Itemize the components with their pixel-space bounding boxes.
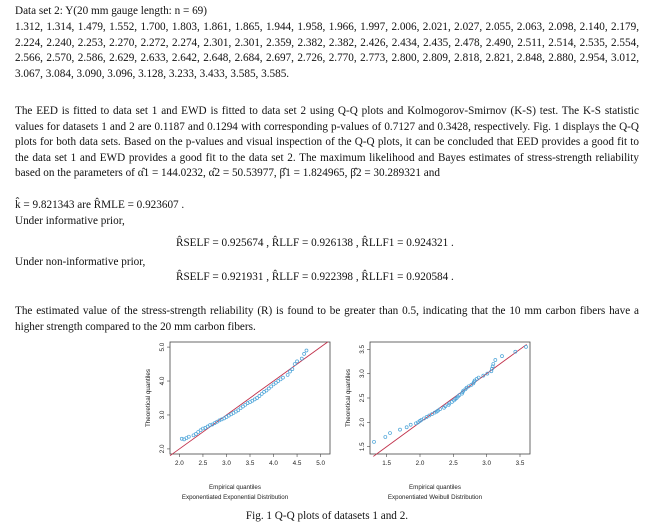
x-tick-label: 1.5 (382, 460, 392, 467)
qq1-subtitle: Exponentiated Exponential Distribution (181, 494, 289, 501)
data-point (305, 349, 308, 352)
x-tick-label: 3.5 (515, 460, 525, 467)
x-tick-label: 2.0 (415, 460, 425, 467)
data-point (501, 355, 504, 358)
x-tick-label: 3.0 (222, 460, 231, 467)
plot-frame (370, 342, 530, 454)
data-point (525, 345, 528, 348)
qq2-subtitle: Exponentiated Weibull Distribution (387, 494, 483, 501)
reference-line (373, 344, 526, 456)
x-tick-label: 5.0 (316, 460, 325, 467)
data-point (286, 373, 289, 376)
paragraph-kstest: The EED is fitted to data set 1 and EWD is fitted to data set 2 using Q-Q plots and Kolmogorov-Smirnov (K-S) test. The K-S statistic values for datasets 1 and 2 are 0.1187 and 0.1294 with corresponding p-values of 0.7127 and 0.3428, respectively. Fig. 1 displays the Q-Q plots for both data sets. Based on the p-values and visual inspection of the Q-Q plots, it can be concluded that EED provides a good fit to the data set 1 and EWD provides a good fit to the data set 2. The maximum likelihood and Bayes estimates of stress-strength reliability based on the parameters of α̂1 = 144.0232, α̂2 = 50.53977, β̂1 = 1.824965, β̂2 = 30.289321 and (15, 105, 639, 180)
data-point (289, 370, 292, 373)
informative-prior-equation: R̂SELF = 0.925674 , R̂LLF = 0.926138 , R̂LLF1 = 0.924321 . (176, 237, 454, 249)
qq-plot-dataset2 (330, 338, 540, 488)
x-tick-label: 3.0 (482, 460, 492, 467)
figure-caption: Fig. 1 Q-Q plots of datasets 1 and 2. (245, 510, 409, 522)
qq-plot-2-svg (330, 338, 540, 488)
y-tick-label: 3.5 (359, 344, 366, 354)
y-tick-label: 2.0 (359, 417, 366, 427)
data-point (399, 428, 402, 431)
x-tick-label: 4.5 (292, 460, 302, 467)
data-point (409, 423, 412, 426)
paragraph-conclusion: The estimated value of the stress-strength reliability (R) is found to be greater than 0.5, indicating that the 10 mm carbon fibers have a higher strength compared to the 20 mm carbon fibers. (15, 305, 639, 333)
qq1-xlabel: Empirical quantiles (209, 484, 261, 491)
data-point (291, 368, 294, 371)
y-tick-label: 5.0 (159, 342, 166, 352)
data-point (296, 360, 299, 363)
y-tick-label: 3.0 (359, 369, 366, 379)
noninformative-prior-equation: R̂SELF = 0.921931 , R̂LLF = 0.922398 , R̂LLF1 = 0.920584 . (176, 271, 454, 283)
data-point (405, 426, 408, 429)
data-point (303, 352, 306, 355)
y-axis-label: Theoretical quantiles (345, 368, 352, 428)
data-point (373, 440, 376, 443)
qq2-xlabel: Empirical quantiles (409, 484, 461, 491)
reference-line (170, 342, 328, 456)
qq-plot-1-svg (130, 338, 340, 488)
informative-prior-label: Under informative prior, (15, 215, 125, 227)
x-tick-label: 3.5 (245, 460, 255, 467)
y-tick-label: 1.5 (359, 442, 366, 452)
data-point (293, 363, 296, 366)
x-tick-label: 2.5 (198, 460, 208, 467)
mle-estimate-line: k̂ = 9.821343 are R̂MLE = 0.923607 . (15, 199, 185, 211)
x-tick-label: 2.5 (448, 460, 458, 467)
data-point (389, 432, 392, 435)
qq-plot-dataset1 (130, 338, 340, 488)
dataset2-title: Data set 2: Y(20 mm gauge length: n = 69) (15, 5, 208, 17)
data-point (187, 435, 190, 438)
y-tick-label: 2.5 (359, 393, 366, 403)
data-point (281, 376, 284, 379)
dataset2-values: 1.312, 1.314, 1.479, 1.552, 1.700, 1.803, 1.861, 1.865, 1.944, 1.958, 1.966, 1.997, 2.006, 2.021, 2.027, 2.055, 2.063, 2.098, 2.140, 2.179, 2.224, 2.240, 2.253, 2.270, 2.272, 2.274, 2.301, 2.301, 2.359, 2.382, 2.382, 2.426, 2.434, 2.435, 2.478, 2.490, 2.511, 2.514, 2.535, 2.554, 2.566, 2.570, 2.586, 2.629, 2.633, 2.642, 2.648, 2.684, 2.697, 2.726, 2.770, 2.773, 2.800, 2.809, 2.818, 2.821, 2.848, 2.880, 2.954, 3.012, 3.067, 3.084, 3.090, 3.096, 3.128, 3.233, 3.433, 3.585, 3.585. (15, 21, 639, 80)
y-tick-label: 3.0 (159, 410, 166, 420)
y-tick-label: 4.0 (159, 376, 166, 386)
y-axis-label: Theoretical quantiles (145, 368, 152, 428)
x-tick-label: 4.0 (269, 460, 278, 467)
x-tick-label: 2.0 (175, 460, 184, 467)
data-point (494, 359, 497, 362)
y-tick-label: 2.0 (159, 444, 166, 454)
noninformative-prior-label: Under non-informative prior, (15, 256, 146, 268)
data-point (384, 435, 387, 438)
data-point (300, 357, 303, 360)
